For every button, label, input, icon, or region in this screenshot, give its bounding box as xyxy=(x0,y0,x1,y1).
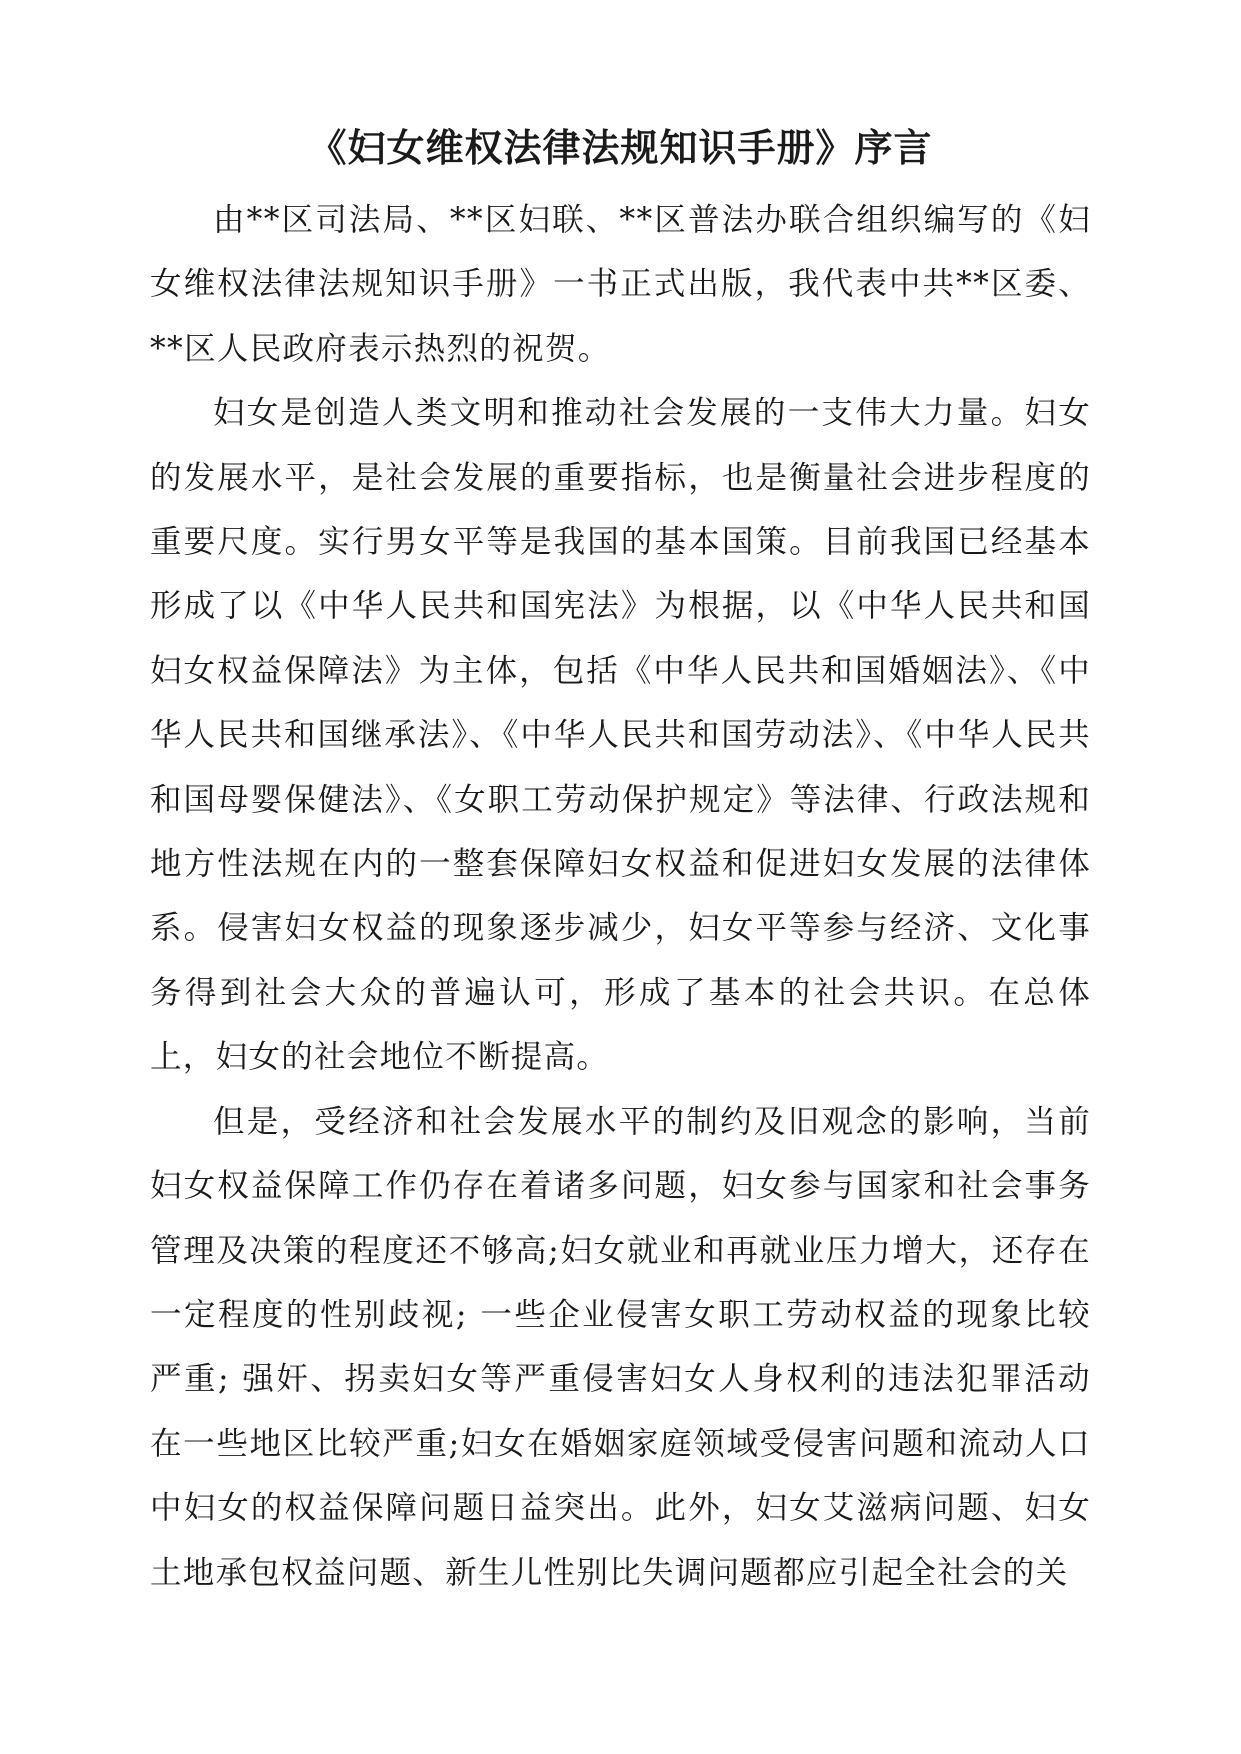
document-title: 《妇女维权法律法规知识手册》序言 xyxy=(308,125,933,170)
document-body xyxy=(150,188,1091,1605)
paragraph-legal-system: 妇女是创造人类文明和推动社会发展的一支伟大力量。妇女的发展水平，是社会发展的重要指标，也是衡量社会进步程度的重要尺度。实行男女平等是我国的基本国策。目前我国已经基本形成了以《中华人民共和国宪法》为根据，以《中华人民共和国妇女权益保障法》为主体，包括《中华人民共和国婚姻法》、《中华人民共和国继承法》、《中华人民共和国劳动法》、《中华人民共和国母婴保健法》、《女职工劳动保护规定》等法律、行政法规和地方性法规在内的一整套保障妇女权益和促进妇女发展的法律体系。侵害妇女权益的现象逐步减少，妇女平等参与经济、文化事务得到社会大众的普遍认可，形成了基本的社会共识。在总体上，妇女的社会地位不断提高。 xyxy=(150,395,1091,1076)
paragraph-congratulation: 由**区司法局、**区妇联、**区普法办联合组织编写的《妇女维权法律法规知识手册》一书正式出版，我代表中共**区委、**区人民政府表示热烈的祝贺。 xyxy=(150,202,1091,367)
paragraph-existing-problems: 但是，受经济和社会发展水平的制约及旧观念的影响，当前妇女权益保障工作仍存在着诸多问题，妇女参与国家和社会事务管理及决策的程度还不够高;妇女就业和再就业压力增大，还存在一定程度的性别歧视; 一些企业侵害女职工劳动权益的现象比较严重; 强奸、拐卖妇女等严重侵害妇女人身权利的违法犯罪活动在一些地区比较严重;妇女在婚姻家庭领域受侵害问题和流动人口中妇女的权益保障问题日益突出。此外，妇女艾滋病问题、妇女土地承包权益问题、新生儿性别比失调问题都应引起全社会的关 xyxy=(150,1103,1091,1591)
